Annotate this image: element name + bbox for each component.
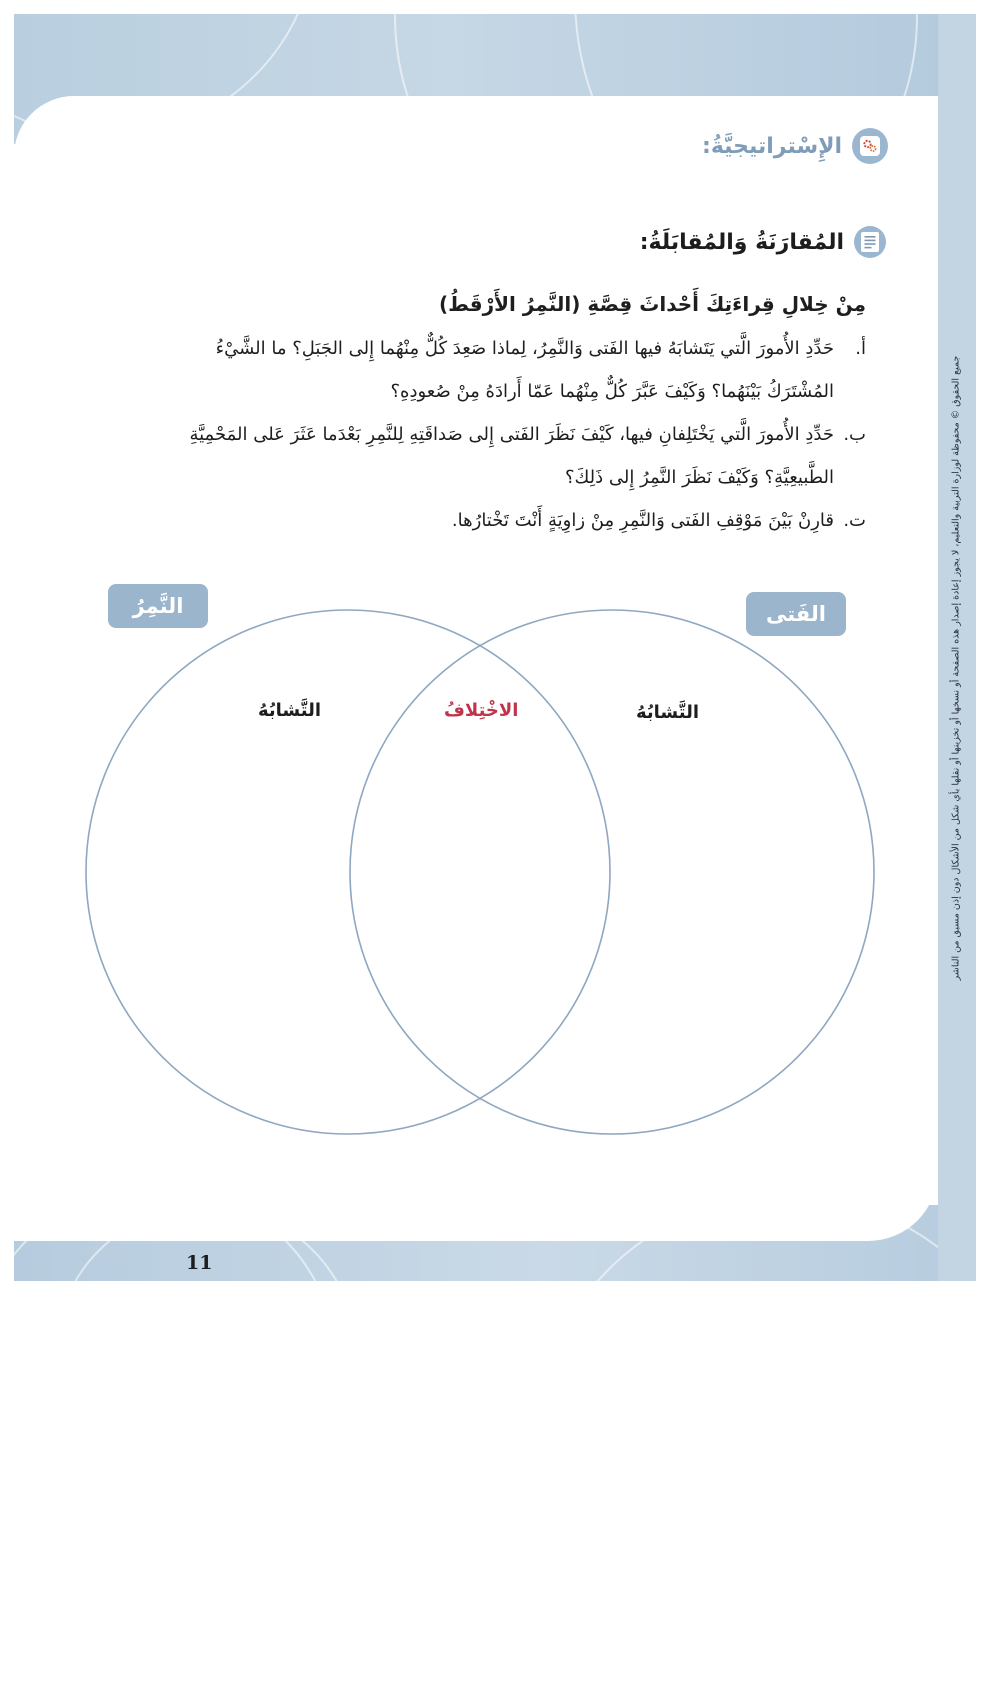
intro-text: مِنْ خِلالِ قِراءَتِكَ أَحْداثَ قِصَّةِ (النَّمِرُ الأَرْقَطُ) xyxy=(438,292,866,316)
question-text: قارِنْ بَيْنَ مَوْقِفِ الفَتى وَالنَّمِرِ مِنْ زاوِيَةٍ أَنْتَ تَخْتارُها. xyxy=(451,510,834,531)
tiger-circle xyxy=(86,610,610,1134)
question-letter: ب. xyxy=(843,424,866,445)
boy-similarity-label: التَّشابُهُ xyxy=(636,702,700,723)
comparison-title: المُقارَنَةُ وَالمُقابَلَةُ: xyxy=(639,229,844,255)
question-text: حَدِّدِ الأُمورَ الَّتي يَتَشابَهُ فيها الفَتى وَالنَّمِرُ، لِماذا صَعِدَ كُلٌّ مِنْهُما إِلى الجَبَلِ؟ ما الشَّيْءُ المُشْتَرَكُ بَيْنَهُما؟ وَكَيْفَ عَبَّرَ كُلٌّ مِنْهُما عَمّا أَرادَهُ مِنْ صُعودِهِ؟ xyxy=(215,338,834,402)
boy-tag: الفَتى xyxy=(746,592,846,636)
difference-label: الاخْتِلافُ xyxy=(444,700,519,721)
tiger-tag: النَّمِرُ xyxy=(108,584,208,628)
page-number: 11 xyxy=(186,1252,213,1274)
question-letter: ت. xyxy=(843,510,866,531)
tiger-similarity-label: التَّشابُهُ xyxy=(258,700,322,721)
boy-circle xyxy=(350,610,874,1134)
strategy-title: الإِسْتراتيجيَّةُ: xyxy=(702,133,842,159)
copyright-note: جميع الحقوق © محفوظة لوزارة التربية والتعليم، لا يجوز إعادة إصدار هذه الصفحة أو نسخها أو تخزينها أو نقلها بأي شكل من الأشكال دون إذن مسبق من الناشر xyxy=(950,355,962,981)
question-text: حَدِّدِ الأُمورَ الَّتي يَخْتَلِفانِ فيها، كَيْفَ نَظَرَ الفَتى إِلى صَداقَتِهِ لِلنَّمِرِ بَعْدَما عَثَرَ عَلى المَحْمِيَّةِ الطَّبيعِيَّةِ؟ وَكَيْفَ نَظَرَ النَّمِرُ إِلى ذَلِكَ؟ xyxy=(189,424,834,488)
question-letter: أ. xyxy=(855,338,866,359)
